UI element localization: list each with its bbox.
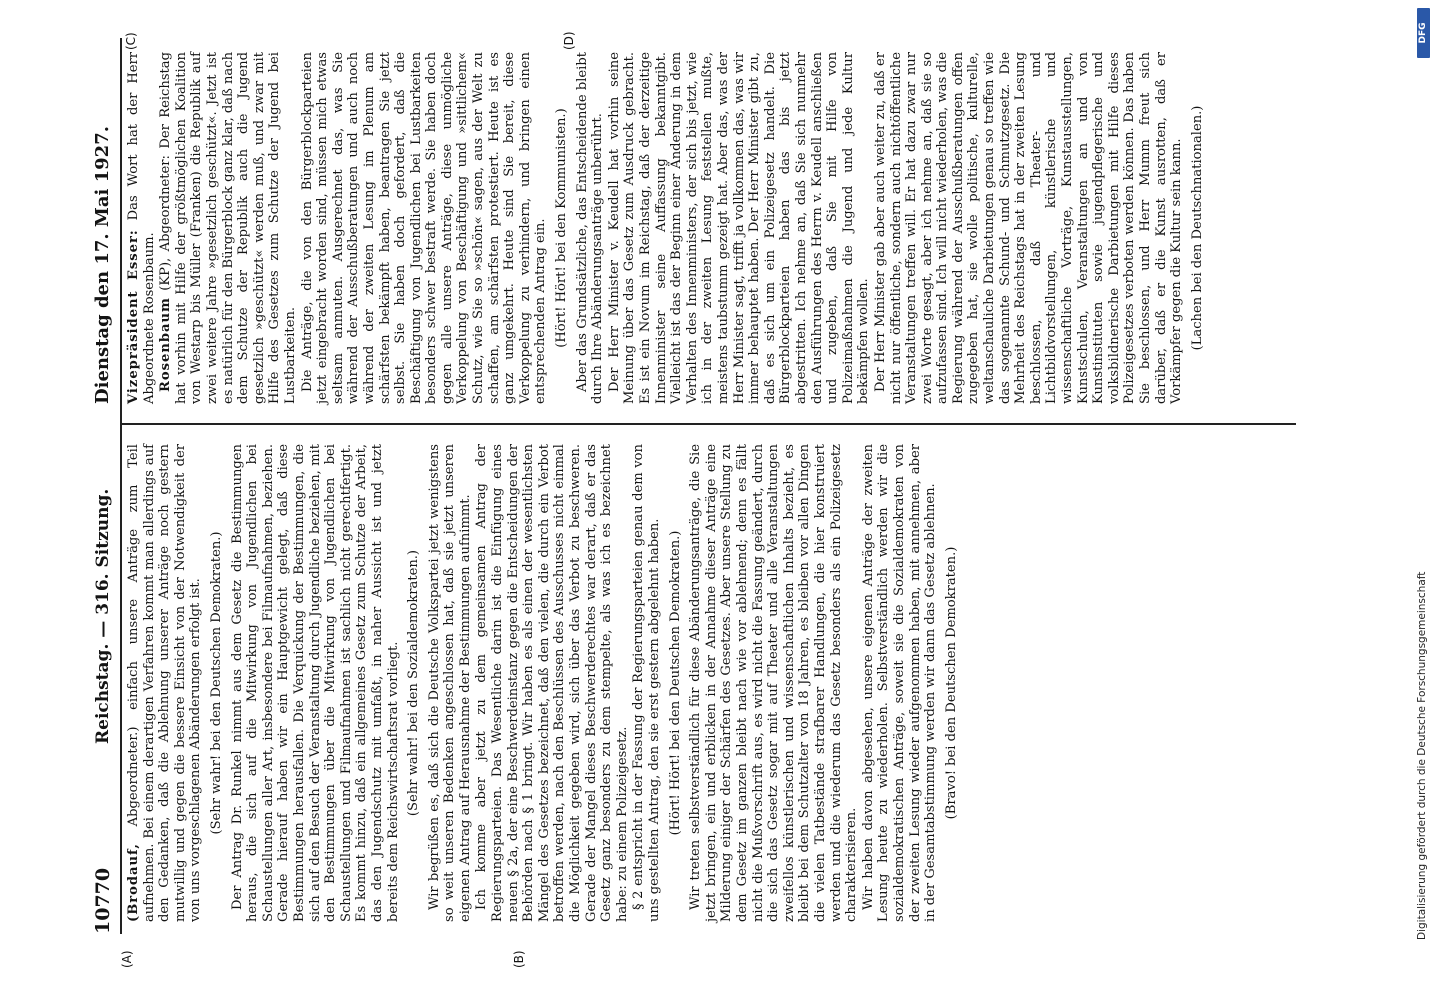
paragraph-text: (Sehr wahr! bei den Deutschen Demokraten.) — [208, 531, 224, 835]
paragraph-text: Ich komme aber jetzt zu dem gemeinsamen Antrag der Regierungsparteien. Das Wesentliche darin ist die Einfügung eines neuen § 2a, der eine Beschwerdeinstanz gegen die Entscheidungen der Behörden nach § 1 bringt. Wir haben es als einen der wesentlichsten Mängel des Gesetzes bezeichnet, daß den vielen, die durch ein Verbot betroffen werden, nach den Beschlüssen des Ausschusses nicht einmal die Möglichkeit gegeben wird, sich über das Verbot zu beschweren. Gerade der Mangel dieses Beschwerderechtes war derart, daß er das Gesetz ganz besonders zu dem stempelte, als was ich es bezeichnet habe: zu einem Polizeigesetz. — [474, 444, 630, 922]
page-number: 10770 — [92, 867, 114, 934]
right-text-column — [126, 52, 1210, 404]
paragraph-text: Wir haben davon abgesehen, unsere eigenen Anträge der zweiten Lesung heute zu wiederholen. Selbstverständlich werden wir die sozialdemokratischen Anträge, soweit sie die Sozialdemokraten von der zweiten Lesung wieder aufgenommen haben, mit annehmen, aber in der Gesamtabstimmung werden wir dann das Gesetz ablehnen. — [860, 444, 939, 922]
paragraph-text: (Sehr wahr! bei den Sozialdemokraten.) — [406, 549, 422, 817]
session-date: Dienstag den 17. Mai 1927. — [92, 126, 113, 404]
margin-mark-d: (D) — [562, 31, 576, 50]
speaker-name: (Brodauf, — [126, 843, 141, 922]
margin-mark-b: (B) — [512, 950, 526, 968]
paragraph — [861, 444, 939, 922]
margin-mark-c: (C) — [124, 32, 138, 50]
paragraph — [575, 52, 606, 404]
paragraph — [126, 52, 157, 404]
paragraph-text: Abgeordneter.) einfach unsere Anträge zum Teil aufnehmen. Bei einem derartigen Verfahren kommt man allerdings auf den Gedanken, daß die Ablehnung unserer Anträge noch gestern mutwillig und gegen die bessere Einsicht von der Notwendigkeit der von uns vorgeschlagenen Abänderungen erfolgt ist. — [126, 444, 204, 922]
paragraph — [230, 444, 402, 922]
left-text-column — [126, 444, 964, 922]
interjection — [554, 52, 570, 404]
paragraph — [158, 52, 298, 404]
paragraph-text: § 2 entspricht in der Fassung der Regierungsparteien genau dem von uns gestellten Antrag, den sie erst gestern abgelehnt haben. — [631, 444, 662, 922]
interjection — [1190, 52, 1206, 404]
paragraph-text: (Hört! Hört! bei den Kommunisten.) — [554, 108, 570, 348]
interjection — [944, 444, 960, 922]
paragraph-text: (Hört! Hört! bei den Deutschen Demokraten.) — [667, 530, 683, 836]
paragraph-text: Wir begrüßen es, daß sich die Deutsche Volkspartei jetzt wenigstens so weit unseren Bedenken angeschlossen hat, daß sie jetzt unseren eigenen Antrag auf Herausnahme der Bestimmungen aufnimmt. — [426, 444, 473, 922]
paragraph-text: Wir treten selbstverständlich für diese Abänderungsanträge, die Sie jetzt bringen, ein und erblicken in der Annahme dieser Anträge eine Milderung einiger der Schärfen des Gesetzes. Aber unsere Stellung zu dem Gesetz im ganzen bleibt nach wie vor ablehnend; denn es fällt nicht die Mußvorschrift aus, es wird nicht die Fassung geändert, durch die sich das Gesetz sogar mit auf Theater und alle Veranstaltungen zweifellos künstlerischen und wissenschaftlichen Inhalts bezieht, es bleibt bei dem Schutzalter von 18 Jahren, es bleiben vor allen Dingen die vielen Tatbestände strafbarer Handlungen, die hier konstruiert werden und die wiederum das Gesetz besonders als ein Polizeigesetz charakterisieren. — [688, 444, 860, 922]
paragraph-text: (KP), Abgeordneter: Der Reichstag hat vorhin mit Hilfe der größtmöglichen Koalition von Westarp bis Müller (Franken) die Republik auf zwei weitere Jahre »gesetzlich geschützt«. Jetzt ist es natürlich für den Bürgerblock ganz klar, daß nach dem Schutze der Republik auch die Jugend gesetzlich »geschützt« werden muß, und zwar mit Hilfe des Gesetzes zum Schutze der Jugend bei Lustbarkeiten. — [158, 52, 298, 404]
speaker-name: Rosenbaum — [158, 297, 174, 392]
paragraph — [873, 52, 1185, 404]
paragraph — [126, 444, 204, 922]
paragraph — [300, 52, 550, 404]
interjection — [406, 444, 422, 922]
paragraph — [688, 444, 860, 922]
paragraph-text: Der Herr Minister v. Keudell hat vorhin seine Meinung über das Gesetz zum Ausdruck gebracht. Es ist ein Novum im Reichstag, daß der derzeitige Innenminister seine Auffassung bekanntgibt. Vielleicht ist das der Beginn einer Änderung in dem Verhalten des Innenministers, der sich bis jetzt, wie ich in der zweiten Lesung feststellen mußte, meistens taubstumm gezeigt hat. Aber das, was der Herr Minister sagt, trifft ja vollkommen das, was wir immer behauptet haben. Der Herr Minister gibt zu, daß es sich um ein Polizeigesetz handelt. Die Bürgerblockparteien haben das bis jetzt abgestritten. Ich nehme an, daß Sie sich nunmehr den Ausführungen des Herrn v. Keudell anschließen und zugeben, daß Sie mit Hilfe von Polizeimaßnahmen die Jugend und jede Kultur bekämpfen wollen. — [606, 52, 872, 404]
digitization-credit — [1416, 60, 1430, 940]
page-header — [92, 38, 118, 934]
interjection — [209, 444, 225, 922]
paragraph-text: Das Wort hat der Herr Abgeordnete Rosenbaum. — [126, 52, 157, 404]
paragraph-text: Aber das Grundsätzliche, das Entscheidende bleibt durch Ihre Abänderungsanträge unberührt. — [574, 52, 606, 404]
paragraph-text: Der Antrag Dr. Runkel nimmt aus dem Gesetz die Bestimmungen heraus, die sich auf die Mitwirkung von Jugendlichen bei Schaustellungen aller Art, insbesondere bei Filmaufnahmen, beziehen. Gerade hierauf haben wir ein Hauptgewicht gelegt, daß diese Bestimmungen herausfallen. Die Verquickung der Bestimmungen, die sich auf den Besuch der Veranstaltung durch Jugendliche beziehen, mit den Bestimmungen über die Mitwirkung von Jugendlichen bei Schaustellungen und Filmaufnahmen ist sachlich nicht gerechtfertigt. Es kommt hinzu, daß ein allgemeines Gesetz zum Schutze der Arbeit, das den Jugendschutz mit umfaßt, in naher Aussicht ist und jetzt bereits dem Reichswirtschaftsrat vorliegt. — [229, 444, 401, 922]
dfg-logo: DFG — [1417, 8, 1430, 58]
speaker-name: Vizepräsident Esser: — [126, 229, 141, 404]
paragraph-text: Der Herr Minister gab aber auch weiter zu, daß er nicht nur öffentliche, sondern auch nichtöffentliche Veranstaltungen treffen will. Er hat dazu zwar nur zwei Worte gesagt, aber ich nehme an, daß sie so aufzufassen sind. Ich will nicht wiederholen, was die Regierung während der Ausschußberatungen offen zugegeben hat, sie wolle politische, kulturelle, weltanschauliche Darbietungen genau so treffen wie das sogenannte Schund- und Schmutzgesetz. Die Mehrheit des Reichstags hat in der zweiten Lesung beschlossen, daß Theater- und Lichtbildvorstellungen, künstlerische und wissenschaftliche Vorträge, Kunstausstellungen, Kunstschulen, Veranstaltungen an und von Kunstinstituten sowie jugendpflegerische und volksbildnerische Darbietungen mit Hilfe dieses Polizeigesetzes verboten werden können. Das haben Sie beschlossen, und Herr Mumm freut sich darüber, daß er die Kunst ausrotten, daß er Vorkämpfer gegen die Kultur sein kann. — [872, 52, 1185, 404]
document-page — [92, 31, 1352, 968]
session-title: Reichstag. — 316. Sitzung. — [93, 488, 113, 744]
column-divider — [120, 423, 1296, 425]
margin-mark-a: (A) — [120, 950, 134, 968]
interjection — [668, 444, 684, 922]
paragraph-text: Die Anträge, die von den Bürgerblockparteien jetzt eingebracht worden sind, müssen mich etwas seltsam anmuten. Ausgerechnet das, was Sie während der Ausschußberatungen und auch noch während der zweiten Lesung im Plenum am schärfsten bekämpft haben, beantragen Sie jetzt selbst. Sie haben doch gefordert, daß die Beschäftigung von Jugendlichen bei Lustbarkeiten besonders schwer bestraft werde. Sie haben doch gegen alle unsere Anträge, diese unmögliche Verkoppelung von Beschäftigung und »sittlichem« Schutz, wie Sie so »schön« sagen, aus der Welt zu schaffen, am schärfsten protestiert. Heute ist es ganz umgekehrt. Heute sind Sie bereit, diese Verkoppelung zu verhindern, und bringen einen entsprechenden Antrag ein. — [299, 52, 549, 404]
paragraph — [427, 444, 474, 922]
paragraph-text: (Lachen bei den Deutschnationalen.) — [1189, 105, 1205, 351]
paragraph — [607, 52, 872, 404]
paragraph — [474, 444, 630, 922]
paragraph-text: (Bravo! bei den Deutschen Demokraten.) — [943, 546, 959, 820]
paragraph — [631, 444, 662, 922]
credit-text: Digitalisierung gefördert durch die Deutsche Forschungsgemeinschaft — [1416, 571, 1428, 940]
header-rule — [120, 38, 122, 934]
